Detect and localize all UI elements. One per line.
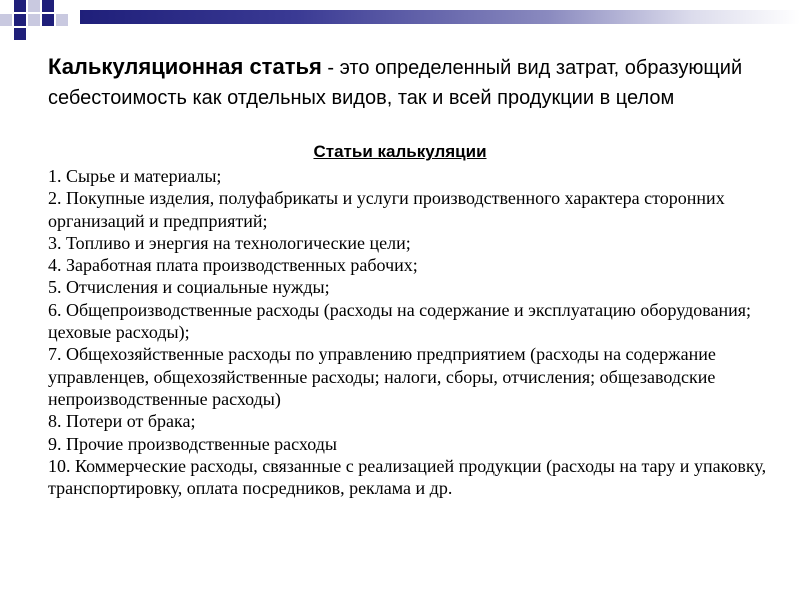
decor-square bbox=[28, 14, 40, 26]
definition-title bbox=[48, 52, 768, 113]
decor-square bbox=[42, 14, 54, 26]
list-item: 8. Потери от брака; bbox=[48, 411, 196, 432]
section-heading: Статьи калькуляции bbox=[313, 142, 487, 161]
list-item: 9. Прочие производственные расходы bbox=[48, 433, 337, 454]
term: Калькуляционная статья bbox=[48, 54, 322, 79]
list-item: 3. Топливо и энергия на технологические цели; bbox=[48, 232, 411, 253]
decor-square bbox=[14, 0, 26, 12]
list-item: 5. Отчисления и социальные нужды; bbox=[48, 277, 330, 298]
definition-text: - это определенный вид затрат, образующий себестоимость как отдельных видов, так и всей продукции в целом bbox=[48, 57, 743, 109]
decor-square bbox=[0, 14, 12, 26]
list-item: 4. Заработная плата производственных рабочих; bbox=[48, 255, 418, 276]
list-item: 10. Коммерческие расходы, связанные с реализацией продукции (расходы на тару и упаковку, транспортировку, оплата посредников, реклама и др. bbox=[48, 455, 767, 499]
list-item: 7. Общехозяйственные расходы по управлению предприятием (расходы на содержание управленцев, общехозяйственные расходы; налоги, сборы, отчисления; общезаводские непроизводственные расходы) bbox=[48, 344, 716, 409]
list-item: 2. Покупные изделия, полуфабрикаты и услуги производственного характера сторонних организаций и предприятий; bbox=[48, 188, 725, 231]
decor-square bbox=[14, 14, 26, 26]
decor-square bbox=[56, 14, 68, 26]
gradient-band bbox=[80, 10, 800, 24]
decorative-header bbox=[0, 0, 800, 44]
decor-square bbox=[42, 0, 54, 12]
cost-items-list bbox=[48, 165, 768, 499]
list-item: 1. Сырье и материалы; bbox=[48, 166, 222, 186]
decor-square bbox=[14, 28, 26, 40]
decor-square bbox=[28, 0, 40, 12]
list-item: 6. Общепроизводственные расходы (расходы на содержание и эксплуатацию оборудования; цеховые расходы); bbox=[48, 299, 752, 343]
